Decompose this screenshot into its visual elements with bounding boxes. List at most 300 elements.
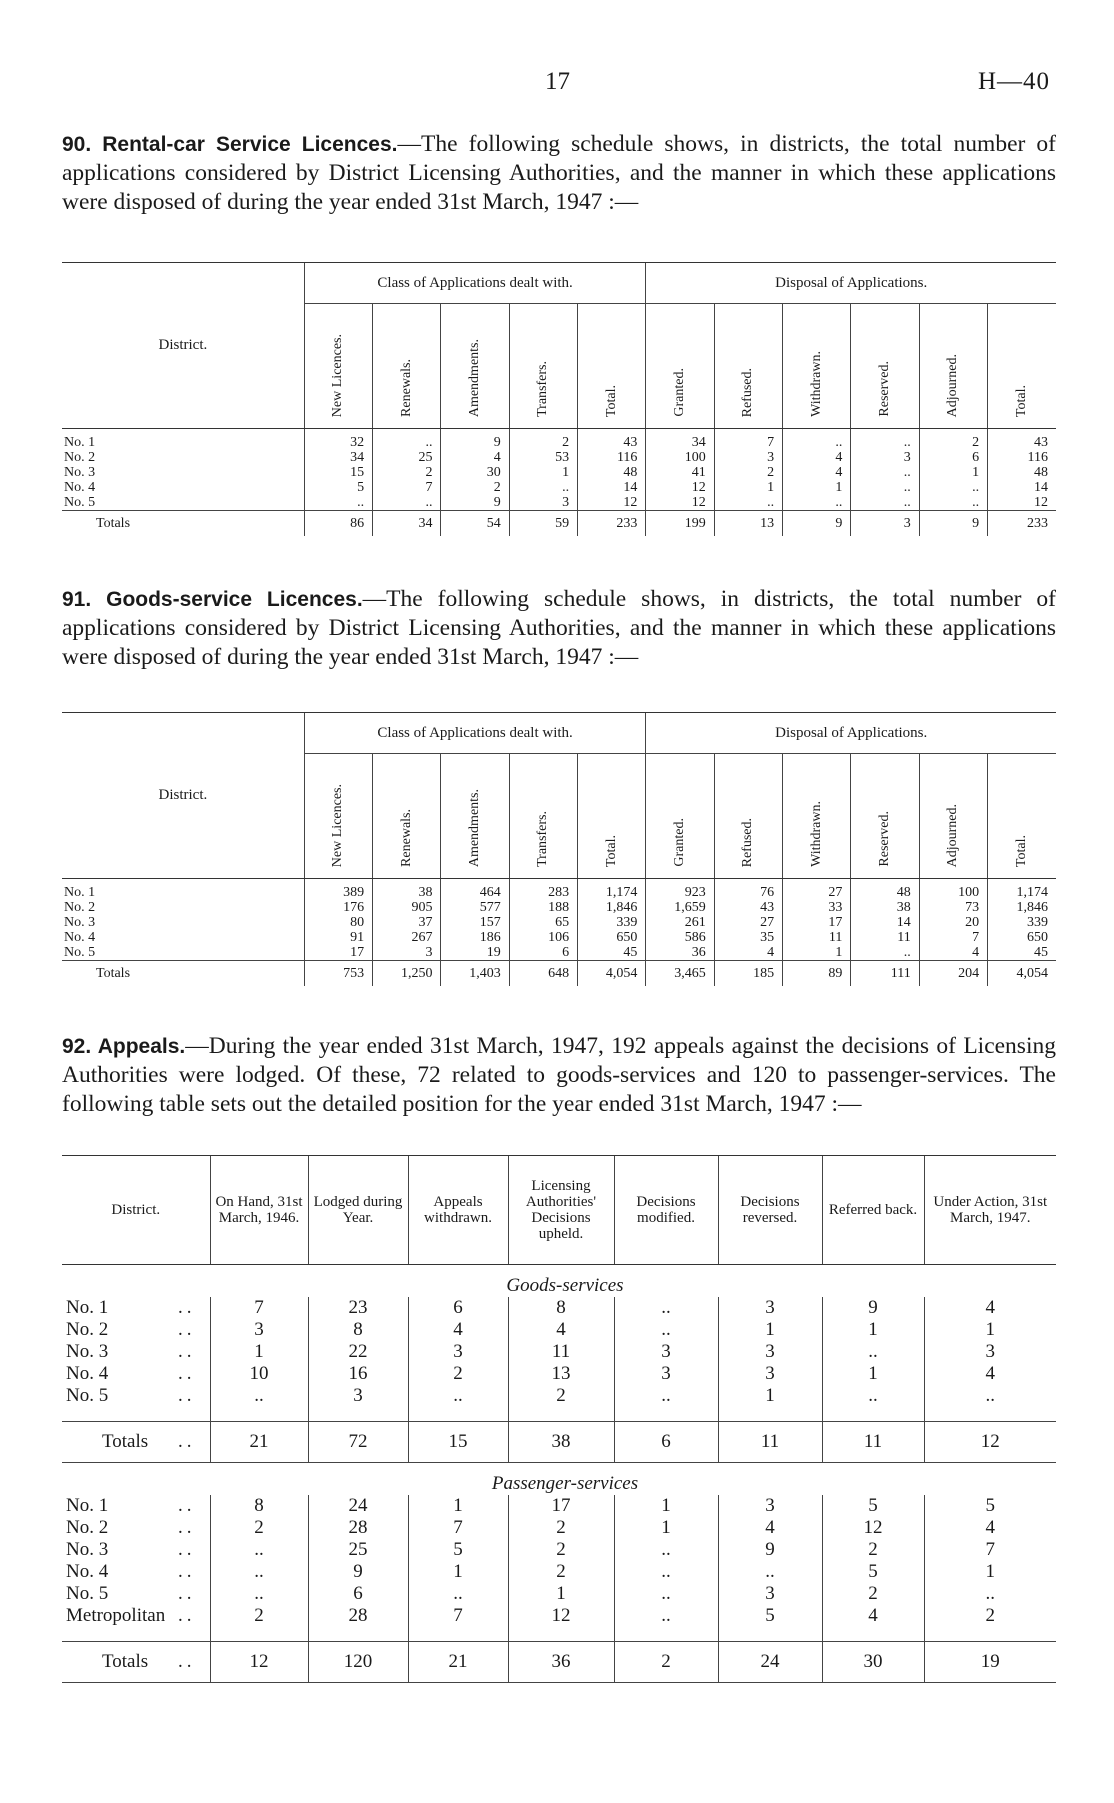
column-header-label: Reserved. xyxy=(877,811,893,867)
table-cell: 6 xyxy=(509,945,577,961)
totals-cell: 86 xyxy=(304,511,372,537)
totals-cell: 59 xyxy=(509,511,577,537)
table-row xyxy=(62,480,1056,495)
section-91-paragraph xyxy=(62,585,1056,672)
table-cell: 905 xyxy=(373,900,441,915)
totals-cell: 21 xyxy=(408,1642,508,1683)
district-cell xyxy=(62,1517,210,1539)
table-cell: 2 xyxy=(210,1605,308,1627)
district-column-header: District. xyxy=(62,263,304,429)
table-cell: 577 xyxy=(441,900,509,915)
column-header xyxy=(578,754,646,879)
table-row xyxy=(62,465,1056,480)
table-cell: 339 xyxy=(578,915,646,930)
table-row xyxy=(62,930,1056,945)
table-row xyxy=(62,1583,1056,1605)
district-name: No. 1 xyxy=(64,435,96,450)
table-cell: .. xyxy=(851,465,919,480)
disposal-group-header: Disposal of Applications. xyxy=(646,263,1056,304)
table-cell: 3 xyxy=(924,1341,1056,1363)
column-header-label: Amendments. xyxy=(467,788,483,867)
table-cell: 2 xyxy=(508,1539,614,1561)
table-cell: 389 xyxy=(304,879,372,901)
document-reference: H—40 xyxy=(977,68,1050,95)
table-cell: 2 xyxy=(509,429,577,451)
column-header xyxy=(988,304,1056,429)
leader-dots: .. xyxy=(178,1517,196,1538)
table-group-header-row xyxy=(62,713,1056,754)
table-cell: 5 xyxy=(304,480,372,495)
column-header-label: Withdrawn. xyxy=(808,351,824,417)
column-header-label: Renewals. xyxy=(398,809,414,867)
totals-cell: 21 xyxy=(210,1422,308,1463)
table-cell: .. xyxy=(919,480,987,495)
table-cell: 261 xyxy=(646,915,714,930)
totals-cell: 15 xyxy=(408,1422,508,1463)
appeals-column-header: Appeals withdrawn. xyxy=(408,1156,508,1265)
totals-cell: 753 xyxy=(304,961,372,987)
totals-label: Totals xyxy=(62,511,304,537)
table-cell: 32 xyxy=(304,429,372,451)
table-cell: 6 xyxy=(919,450,987,465)
table-cell: .. xyxy=(210,1583,308,1605)
totals-cell: 11 xyxy=(822,1422,924,1463)
table-cell: 2 xyxy=(508,1385,614,1407)
table-cell: 4 xyxy=(783,465,851,480)
table-cell: 100 xyxy=(646,450,714,465)
table-cell: .. xyxy=(851,480,919,495)
table-cell: 464 xyxy=(441,879,509,901)
table-cell: 80 xyxy=(304,915,372,930)
table-cell: 8 xyxy=(508,1297,614,1319)
table-cell: 12 xyxy=(646,480,714,495)
totals-cell: 111 xyxy=(851,961,919,987)
column-header-label: Total. xyxy=(1014,384,1030,417)
district-cell xyxy=(62,879,304,901)
table-cell: 65 xyxy=(509,915,577,930)
table-cell: .. xyxy=(614,1297,718,1319)
district-name: No. 5 xyxy=(64,945,96,960)
appeals-column-header: On Hand, 31st March, 1946. xyxy=(210,1156,308,1265)
totals-label-text: Totals xyxy=(102,1431,149,1452)
class-group-header: Class of Applications dealt with. xyxy=(304,263,646,304)
table-cell: 6 xyxy=(308,1583,408,1605)
table-cell: .. xyxy=(373,495,441,511)
column-header xyxy=(646,304,714,429)
totals-cell: 2 xyxy=(614,1642,718,1683)
table-cell: 339 xyxy=(988,915,1056,930)
table-cell: 1 xyxy=(924,1561,1056,1583)
goods-services-section-row xyxy=(62,1265,1056,1298)
table-cell: 2 xyxy=(373,465,441,480)
table-cell: 24 xyxy=(308,1495,408,1517)
table-cell: 30 xyxy=(441,465,509,480)
column-header xyxy=(304,304,372,429)
appeals-header-row xyxy=(62,1156,1056,1265)
column-header xyxy=(714,304,782,429)
table-cell: 3 xyxy=(718,1363,822,1385)
district-cell xyxy=(62,465,304,480)
leader-dots: .. xyxy=(178,1363,196,1384)
table-cell: .. xyxy=(718,1561,822,1583)
totals-cell: 11 xyxy=(718,1422,822,1463)
column-header xyxy=(373,304,441,429)
column-header-label: Total. xyxy=(1014,834,1030,867)
table-cell: 1,659 xyxy=(646,900,714,915)
table-cell: 9 xyxy=(822,1297,924,1319)
column-header-label: Granted. xyxy=(672,818,688,867)
appeals-column-header: Under Action, 31st March, 1947. xyxy=(924,1156,1056,1265)
table-cell: .. xyxy=(783,495,851,511)
table-cell: 1 xyxy=(924,1319,1056,1341)
column-header-label: New Licences. xyxy=(330,333,346,417)
column-header-label: Transfers. xyxy=(535,361,551,417)
table-cell: 5 xyxy=(408,1539,508,1561)
totals-label-text: Totals xyxy=(102,1651,149,1672)
table-cell: 2 xyxy=(508,1517,614,1539)
table-cell: .. xyxy=(614,1605,718,1627)
table-cell: 36 xyxy=(646,945,714,961)
totals-cell: 185 xyxy=(714,961,782,987)
table-cell: .. xyxy=(822,1341,924,1363)
table-cell: 2 xyxy=(822,1539,924,1561)
table-cell: 45 xyxy=(988,945,1056,961)
district-name: No. 5 xyxy=(66,1385,109,1406)
column-header xyxy=(509,304,577,429)
table-cell: 7 xyxy=(714,429,782,451)
table-cell: 5 xyxy=(924,1495,1056,1517)
table-cell: .. xyxy=(304,495,372,511)
column-header-label: Total. xyxy=(603,384,619,417)
totals-cell: 3 xyxy=(851,511,919,537)
column-header-label: Total. xyxy=(603,834,619,867)
table-row xyxy=(62,1319,1056,1341)
table-cell: 4 xyxy=(924,1517,1056,1539)
leader-dots: .. xyxy=(178,1651,196,1672)
totals-cell: 9 xyxy=(919,511,987,537)
table-cell: 4 xyxy=(714,945,782,961)
table-cell: 13 xyxy=(508,1363,614,1385)
district-name: No. 5 xyxy=(66,1583,109,1604)
table-cell: 1 xyxy=(822,1363,924,1385)
table-cell: 35 xyxy=(714,930,782,945)
table-cell: 1 xyxy=(783,480,851,495)
table-cell: 48 xyxy=(851,879,919,901)
table-cell: 3 xyxy=(714,450,782,465)
table-cell: 9 xyxy=(718,1539,822,1561)
table-cell: 9 xyxy=(441,495,509,511)
table-row xyxy=(62,1495,1056,1517)
appeals-column-header: Lodged during Year. xyxy=(308,1156,408,1265)
table-cell: 283 xyxy=(509,879,577,901)
district-name: Metropolitan xyxy=(66,1605,166,1626)
table-cell: 37 xyxy=(373,915,441,930)
table-group-header-row xyxy=(62,263,1056,304)
column-header xyxy=(783,304,851,429)
goods-service-licences-table xyxy=(62,712,1056,986)
table-cell: 3 xyxy=(509,495,577,511)
table-cell: 22 xyxy=(308,1341,408,1363)
column-header xyxy=(988,754,1056,879)
table-cell: 28 xyxy=(308,1605,408,1627)
totals-cell: 54 xyxy=(441,511,509,537)
district-cell xyxy=(62,1495,210,1517)
table-cell: 1,846 xyxy=(988,900,1056,915)
page-header xyxy=(0,68,1114,104)
table-cell: 186 xyxy=(441,930,509,945)
table-cell: 7 xyxy=(408,1605,508,1627)
table-cell: 34 xyxy=(304,450,372,465)
section-91-text: —The following schedule shows, in districts, the total number of applications considered by District Licensing Authorities, and the manner in which these applications were disposed of during the year ended 31st March, 1947 :— xyxy=(62,586,1056,670)
totals-cell: 4,054 xyxy=(578,961,646,987)
column-header-label: Withdrawn. xyxy=(808,801,824,867)
totals-cell: 4,054 xyxy=(988,961,1056,987)
district-cell xyxy=(62,1297,210,1319)
table-cell: 4 xyxy=(924,1363,1056,1385)
table-cell: 2 xyxy=(924,1605,1056,1627)
district-name: No. 3 xyxy=(66,1539,109,1560)
section-90-title: 90. Rental-car Service Licences. xyxy=(62,133,398,156)
totals-label xyxy=(62,1422,210,1463)
column-header xyxy=(509,754,577,879)
passenger-services-section-label: Passenger-services xyxy=(491,1473,639,1494)
table-cell: .. xyxy=(614,1539,718,1561)
totals-cell: 1,250 xyxy=(373,961,441,987)
table-cell: 4 xyxy=(508,1319,614,1341)
table-cell: .. xyxy=(614,1561,718,1583)
totals-cell: 24 xyxy=(718,1642,822,1683)
leader-dots: .. xyxy=(178,1605,196,1626)
table-cell: 11 xyxy=(851,930,919,945)
district-name: No. 2 xyxy=(64,450,96,465)
table-cell: 12 xyxy=(508,1605,614,1627)
district-cell xyxy=(62,1561,210,1583)
column-header-label: Granted. xyxy=(672,368,688,417)
district-cell xyxy=(62,915,304,930)
table-cell: 5 xyxy=(822,1561,924,1583)
table-row xyxy=(62,1539,1056,1561)
district-cell xyxy=(62,1539,210,1561)
district-name: No. 4 xyxy=(66,1561,109,1582)
table-cell: 267 xyxy=(373,930,441,945)
table-cell: 650 xyxy=(578,930,646,945)
district-cell xyxy=(62,1341,210,1363)
column-header xyxy=(919,304,987,429)
district-name: No. 1 xyxy=(66,1297,109,1318)
table-cell: .. xyxy=(851,945,919,961)
table-cell: 3 xyxy=(408,1341,508,1363)
table-cell: 43 xyxy=(988,429,1056,451)
appeals-column-header: Decisions modified. xyxy=(614,1156,718,1265)
table-cell: 48 xyxy=(988,465,1056,480)
district-cell xyxy=(62,480,304,495)
section-92-paragraph xyxy=(62,1032,1056,1119)
table-cell: 100 xyxy=(919,879,987,901)
district-cell xyxy=(62,1363,210,1385)
table-row xyxy=(62,1341,1056,1363)
totals-cell: 233 xyxy=(578,511,646,537)
leader-dots: .. xyxy=(178,1495,196,1516)
column-header xyxy=(851,754,919,879)
table-cell: .. xyxy=(822,1385,924,1407)
totals-cell: 199 xyxy=(646,511,714,537)
leader-dots: .. xyxy=(178,1431,196,1452)
table-cell: 28 xyxy=(308,1517,408,1539)
table-cell: 19 xyxy=(441,945,509,961)
appeals-column-header: Licensing Authorities' Decisions upheld. xyxy=(508,1156,614,1265)
totals-cell: 120 xyxy=(308,1642,408,1683)
table-row xyxy=(62,915,1056,930)
table-cell: 3 xyxy=(614,1363,718,1385)
table-cell: 9 xyxy=(308,1561,408,1583)
table-cell: 3 xyxy=(718,1583,822,1605)
column-header xyxy=(714,754,782,879)
district-cell xyxy=(62,429,304,451)
table-cell: 12 xyxy=(988,495,1056,511)
table-cell: .. xyxy=(509,480,577,495)
table-row xyxy=(62,1605,1056,1627)
leader-dots: .. xyxy=(178,1561,196,1582)
district-name: No. 3 xyxy=(66,1341,109,1362)
totals-cell: 30 xyxy=(822,1642,924,1683)
totals-cell: 12 xyxy=(924,1422,1056,1463)
column-header xyxy=(441,754,509,879)
table-cell: 11 xyxy=(508,1341,614,1363)
table-cell: 73 xyxy=(919,900,987,915)
passenger-services-section-row xyxy=(62,1463,1056,1496)
district-cell xyxy=(62,1319,210,1341)
table-cell: 3 xyxy=(718,1297,822,1319)
table-cell: 8 xyxy=(210,1495,308,1517)
totals-cell: 6 xyxy=(614,1422,718,1463)
leader-dots: .. xyxy=(178,1583,196,1604)
table-cell: 1,174 xyxy=(988,879,1056,901)
table-cell: 41 xyxy=(646,465,714,480)
table-cell: 1 xyxy=(718,1385,822,1407)
district-name: No. 1 xyxy=(66,1495,109,1516)
table-cell: 9 xyxy=(441,429,509,451)
totals-cell: 233 xyxy=(988,511,1056,537)
table-cell: 91 xyxy=(304,930,372,945)
disposal-group-header: Disposal of Applications. xyxy=(646,713,1056,754)
appeals-column-header: District. xyxy=(62,1156,210,1265)
totals-cell: 89 xyxy=(783,961,851,987)
district-column-header: District. xyxy=(62,713,304,879)
table-cell: 3 xyxy=(614,1341,718,1363)
table-row xyxy=(62,1517,1056,1539)
passenger-services-totals-row xyxy=(62,1642,1056,1683)
table-row xyxy=(62,429,1056,451)
goods-services-section-label: Goods-services xyxy=(506,1275,624,1296)
table-cell: 4 xyxy=(924,1297,1056,1319)
district-name: No. 3 xyxy=(64,465,96,480)
table-cell: 6 xyxy=(408,1297,508,1319)
table-cell: 2 xyxy=(408,1363,508,1385)
column-header xyxy=(783,754,851,879)
table-cell: 27 xyxy=(714,915,782,930)
table-cell: 7 xyxy=(373,480,441,495)
table-cell: 17 xyxy=(508,1495,614,1517)
table-cell: 7 xyxy=(919,930,987,945)
section-90-paragraph xyxy=(62,130,1056,217)
column-header-label: Reserved. xyxy=(877,361,893,417)
column-header-label: Transfers. xyxy=(535,811,551,867)
totals-label: Totals xyxy=(62,961,304,987)
totals-cell: 72 xyxy=(308,1422,408,1463)
district-name: No. 5 xyxy=(64,495,96,510)
table-row xyxy=(62,1385,1056,1407)
column-header-label: Adjourned. xyxy=(945,803,961,867)
table-cell: 25 xyxy=(373,450,441,465)
column-header xyxy=(919,754,987,879)
table-cell: 1 xyxy=(614,1517,718,1539)
table-cell: 7 xyxy=(210,1297,308,1319)
column-header xyxy=(578,304,646,429)
district-name: No. 1 xyxy=(64,885,96,900)
totals-cell: 9 xyxy=(783,511,851,537)
table-cell: 3 xyxy=(373,945,441,961)
district-cell xyxy=(62,1605,210,1627)
column-header-label: Amendments. xyxy=(467,338,483,417)
column-header xyxy=(646,754,714,879)
totals-cell: 19 xyxy=(924,1642,1056,1683)
table-cell: 1 xyxy=(509,465,577,480)
table-cell: 14 xyxy=(578,480,646,495)
table-cell: 15 xyxy=(304,465,372,480)
section-90-text: —The following schedule shows, in districts, the total number of applications considered by District Licensing Authorities, and the manner in which these applications were disposed of during the year ended 31st March, 1947 :— xyxy=(62,131,1056,215)
district-cell xyxy=(62,900,304,915)
table-cell: .. xyxy=(614,1385,718,1407)
table-cell: 1 xyxy=(614,1495,718,1517)
totals-row xyxy=(62,511,1056,537)
table-cell: 1 xyxy=(783,945,851,961)
table-cell: 7 xyxy=(924,1539,1056,1561)
table-cell: 2 xyxy=(508,1561,614,1583)
table-cell: .. xyxy=(614,1319,718,1341)
table-cell: 650 xyxy=(988,930,1056,945)
table-cell: 14 xyxy=(988,480,1056,495)
column-header-label: Refused. xyxy=(740,367,756,417)
table-cell: 1,174 xyxy=(578,879,646,901)
table-cell: 43 xyxy=(578,429,646,451)
rental-car-licences-table xyxy=(62,262,1056,536)
table-cell: 43 xyxy=(714,900,782,915)
district-cell xyxy=(62,450,304,465)
column-header-label: Refused. xyxy=(740,817,756,867)
table-cell: 5 xyxy=(822,1495,924,1517)
table-cell: 11 xyxy=(783,930,851,945)
table-cell: 33 xyxy=(783,900,851,915)
page-number: 17 xyxy=(545,68,570,95)
district-cell xyxy=(62,495,304,511)
appeals-column-header: Decisions reversed. xyxy=(718,1156,822,1265)
leader-dots: .. xyxy=(178,1385,196,1406)
leader-dots: .. xyxy=(178,1319,196,1340)
section-92-text: —During the year ended 31st March, 1947, 192 appeals against the decisions of Licensing Authorities were lodged. Of these, 72 related to goods-services and 120 to passenger-services. The following table sets out the detailed position for the year ended 31st March, 1947 :— xyxy=(62,1033,1056,1117)
class-group-header: Class of Applications dealt with. xyxy=(304,713,646,754)
table-cell: 27 xyxy=(783,879,851,901)
district-cell xyxy=(62,930,304,945)
table-cell: .. xyxy=(210,1385,308,1407)
table-cell: 5 xyxy=(718,1605,822,1627)
table-cell: 3 xyxy=(851,450,919,465)
table-cell: 10 xyxy=(210,1363,308,1385)
table-row xyxy=(62,495,1056,511)
table-cell: 2 xyxy=(919,429,987,451)
table-cell: 3 xyxy=(210,1319,308,1341)
district-name: No. 4 xyxy=(64,930,96,945)
table-cell: 1 xyxy=(408,1495,508,1517)
